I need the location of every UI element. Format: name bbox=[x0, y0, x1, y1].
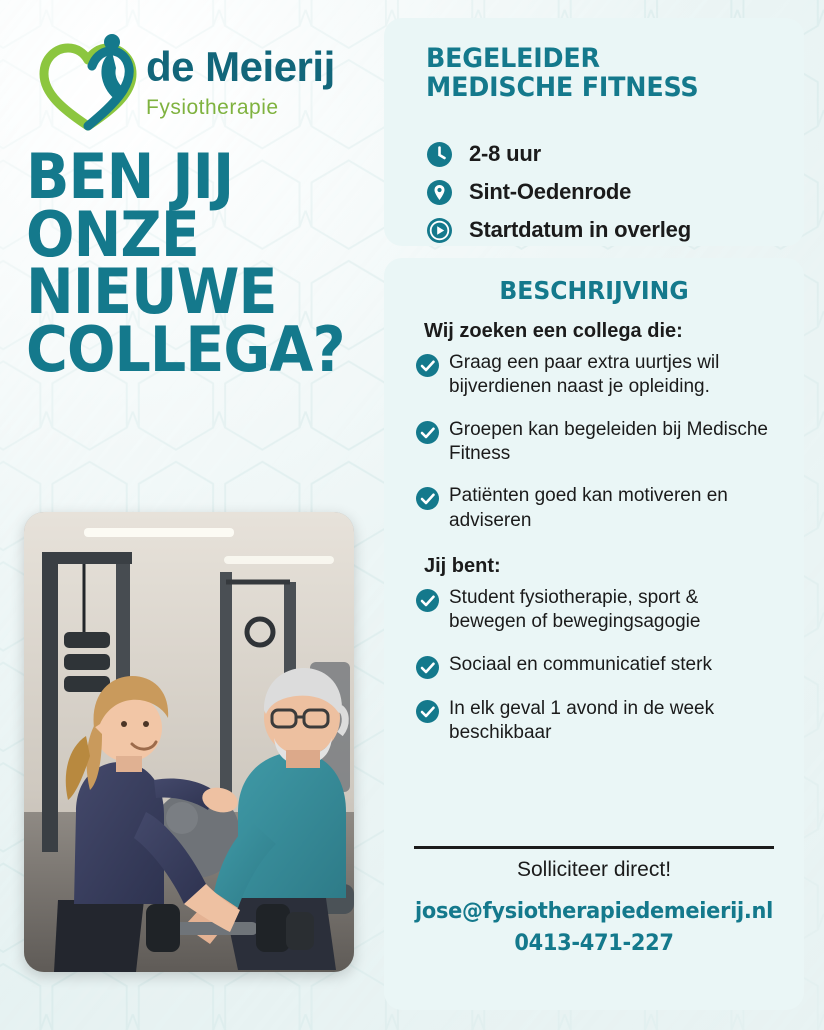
check-circle-icon bbox=[416, 487, 439, 510]
description-body bbox=[416, 320, 780, 763]
job-meta-hours bbox=[426, 136, 786, 172]
check-circle-icon bbox=[416, 421, 439, 444]
clock-icon bbox=[426, 141, 453, 168]
list-item bbox=[416, 586, 780, 635]
job-meta-hours-label: 2-8 uur bbox=[469, 141, 541, 166]
hero-photo bbox=[24, 512, 354, 972]
cta-divider bbox=[414, 846, 774, 849]
list-item-text: Graag een paar extra uurtjes wil bijverdienen naast je opleiding. bbox=[449, 352, 720, 398]
brand-text bbox=[146, 43, 335, 120]
play-circle-icon bbox=[426, 217, 453, 244]
group1-heading: Wij zoeken een collega die: bbox=[424, 320, 683, 342]
list-item bbox=[416, 697, 780, 746]
brand-logo bbox=[34, 28, 364, 138]
list-item-text: Patiënten goed kan motiveren en adviseren bbox=[449, 485, 728, 531]
job-meta-location-label: Sint-Oedenrode bbox=[469, 179, 632, 204]
description-card bbox=[384, 258, 804, 1010]
brand-tagline: Fysiotherapie bbox=[146, 96, 279, 119]
location-pin-icon bbox=[426, 179, 453, 206]
check-circle-icon bbox=[416, 656, 439, 679]
headline-line-3: NIEUWE bbox=[26, 255, 277, 329]
check-circle-icon bbox=[416, 700, 439, 723]
list-item-text: Student fysiotherapie, sport & bewegen of bewegingsagogie bbox=[449, 586, 701, 633]
headline-line-2: ONZE bbox=[26, 197, 199, 271]
job-title-line-1: BEGELEIDER bbox=[426, 43, 600, 74]
list-item bbox=[416, 653, 780, 679]
list-item-text: Sociaal en communicatief sterk bbox=[449, 653, 712, 675]
brand-name: de Meierij bbox=[146, 43, 335, 90]
list-item bbox=[416, 351, 780, 400]
list-item-text: In elk geval 1 avond in de week beschikbaar bbox=[449, 697, 715, 743]
list-item-text: Groepen kan begeleiden bij Medische Fitness bbox=[449, 418, 768, 464]
job-title bbox=[426, 44, 699, 102]
contact-phone-link[interactable]: 0413-471-227 bbox=[514, 930, 674, 956]
list-item bbox=[416, 484, 780, 533]
left-column bbox=[0, 0, 372, 1030]
job-meta-location bbox=[426, 174, 786, 210]
section-title-beschrijving: BESCHRIJVING bbox=[499, 276, 689, 305]
contact-email-link[interactable]: jose@fysiotherapiedemeierij.nl bbox=[415, 899, 773, 924]
job-meta-startdate bbox=[426, 212, 786, 248]
cta-block bbox=[384, 858, 804, 960]
check-circle-icon bbox=[416, 589, 439, 612]
headline-line-4: COLLEGA? bbox=[26, 312, 345, 386]
job-meta-list bbox=[426, 136, 786, 250]
group2-heading: Jij bent: bbox=[424, 554, 501, 577]
job-summary-card bbox=[384, 18, 804, 246]
list-item bbox=[416, 418, 780, 467]
job-meta-startdate-label: Startdatum in overleg bbox=[469, 217, 691, 242]
cta-text: Solliciteer direct! bbox=[516, 858, 672, 881]
check-circle-icon bbox=[416, 354, 439, 377]
heart-person-logo-icon bbox=[34, 30, 142, 134]
headline-line-1: BEN JIJ bbox=[26, 140, 234, 213]
job-title-line-2: MEDISCHE FITNESS bbox=[426, 72, 699, 104]
headline bbox=[26, 140, 348, 386]
